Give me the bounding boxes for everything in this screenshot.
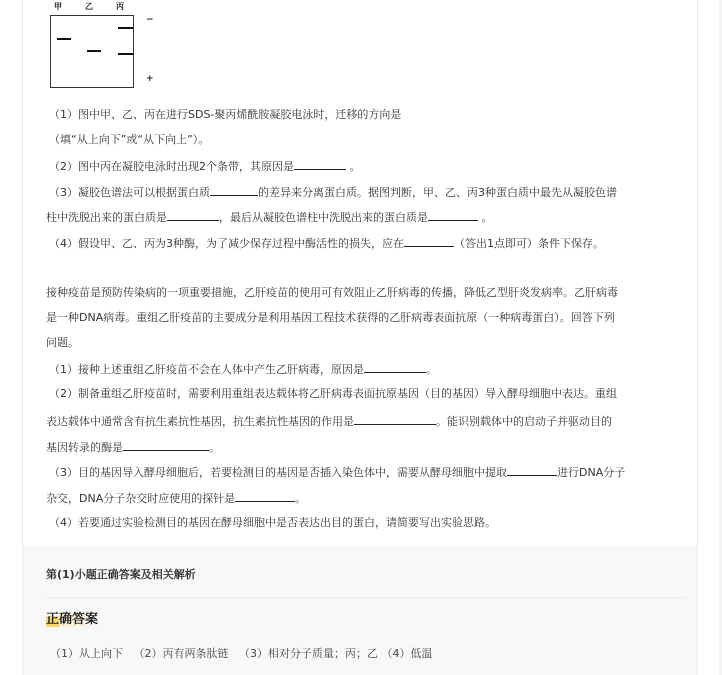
p2-q3-line2 <box>46 490 306 506</box>
title-rest: 确答案 <box>59 612 99 627</box>
lane-label-bing: 丙 <box>116 2 124 11</box>
p2-q2-text-c: 基因转录的酶是 <box>46 441 123 454</box>
p1-q4-text-b: （答出1点即可）条件下保存。 <box>454 237 604 250</box>
lane-label-jia: 甲 <box>54 2 62 11</box>
p1-q1-line1: （1）图中甲、乙、丙在进行SDS-聚丙烯酰胺凝胶电泳时，迁移的方向是 <box>49 108 402 121</box>
answer-section-heading: 第(1)小题正确答案及相关解析 <box>46 568 196 581</box>
p1-q3-line2 <box>46 209 493 225</box>
p2-q1-text: （1）接种上述重组乙肝疫苗不会在人体中产生乙肝病毒，原因是 <box>49 363 364 376</box>
p1-q4-text-a: （4）假设甲、乙、丙为3种酶，为了减少保存过程中酶活性的损失，应在 <box>49 237 404 250</box>
answer-blank <box>294 158 346 170</box>
p2-q2-text-b: 。能识别载体中的启动子并驱动目的 <box>436 415 612 428</box>
lane-label-yi: 乙 <box>85 2 93 11</box>
p2-intro-line3: 问题。 <box>46 336 79 349</box>
answer-blank <box>210 184 258 196</box>
answer-blank <box>507 464 557 476</box>
answer-panel <box>23 545 697 675</box>
answer-blank <box>404 235 454 247</box>
p2-q2-line2 <box>46 413 612 429</box>
p2-intro-line2: 是一种DNA病毒。重组乙肝疫苗的主要成分是利用基因工程技术获得的乙肝病毒表面抗原（一种病毒蛋白）。回答下列 <box>46 311 615 324</box>
correct-answer-title <box>46 612 98 628</box>
band-jia <box>57 38 71 40</box>
gel-electrophoresis-figure <box>50 0 160 92</box>
band-bing-lower <box>118 53 133 55</box>
p2-q3-text-a: （3）目的基因导入酵母细胞后，若要检测目的基因是否插入染色体中，需要从酵母细胞中提取 <box>49 466 507 479</box>
band-yi <box>87 50 101 52</box>
p1-q2 <box>49 158 361 174</box>
p2-q4: （4）若要通过实验检测目的基因在酵母细胞中是否表达出目的蛋白，请简要写出实验思路。 <box>49 516 496 529</box>
p2-q3-line1 <box>49 464 625 480</box>
p1-q3-end: 。 <box>478 211 493 224</box>
p2-intro-line1: 接种疫苗是预防传染病的一项重要措施，乙肝疫苗的使用可有效阻止乙肝病毒的传播，降低乙型肝炎发病率。乙肝病毒 <box>46 286 618 299</box>
correct-answer-text: （1）从上向下 （2）丙有两条肽链 （3）相对分子质量；丙；乙 （4）低温 <box>50 647 433 660</box>
p1-q3-text-b: 的差异来分离蛋白质。据图判断，甲、乙、丙3种蛋白质中最先从凝胶色谱 <box>258 186 617 199</box>
divider <box>46 597 686 598</box>
p2-q3-end: 。 <box>295 492 307 505</box>
p1-q2-end: 。 <box>346 160 361 173</box>
p2-q2-line3 <box>46 439 220 455</box>
p1-q1-line2: （填“从上向下”或“从下向上”）。 <box>49 133 210 146</box>
question-page <box>22 0 698 675</box>
p1-q3-line1 <box>49 184 617 200</box>
p2-q1 <box>49 361 437 377</box>
p1-q3-text-d: ，最后从凝胶色谱柱中洗脱出来的蛋白质是 <box>219 211 428 224</box>
p2-q2-text-a: 表达载体中通常含有抗生素抗性基因，抗生素抗性基因的作用是 <box>46 415 354 428</box>
positive-pole-label: + <box>146 74 154 84</box>
title-highlight-char: 正 <box>46 612 60 627</box>
p2-q2-line1: （2）制备重组乙肝疫苗时，需要利用重组表达载体将乙肝病毒表面抗原基因（目的基因）导入酵母细胞中表达。重组 <box>49 387 617 400</box>
p1-q2-text: （2）图中丙在凝胶电泳时出现2个条带，其原因是 <box>49 160 294 173</box>
negative-pole-label: − <box>146 15 154 25</box>
p2-q2-end: 。 <box>209 441 220 454</box>
answer-blank <box>428 209 478 221</box>
answer-blank <box>167 209 219 221</box>
gel-box <box>50 15 134 88</box>
p2-q3-text-c: 杂交，DNA分子杂交时应使用的探针是 <box>46 492 236 505</box>
p2-q3-text-b: 进行DNA分子 <box>557 466 626 479</box>
p1-q4 <box>49 235 604 251</box>
p1-q3-text-c: 柱中洗脱出来的蛋白质是 <box>46 211 167 224</box>
p2-q1-end: 。 <box>426 363 437 376</box>
answer-blank <box>123 439 209 451</box>
answer-blank <box>364 361 426 373</box>
answer-blank <box>354 413 436 425</box>
p1-q3-text-a: （3）凝胶色谱法可以根据蛋白质 <box>49 186 210 199</box>
band-bing-upper <box>118 27 133 29</box>
answer-blank <box>235 490 295 502</box>
